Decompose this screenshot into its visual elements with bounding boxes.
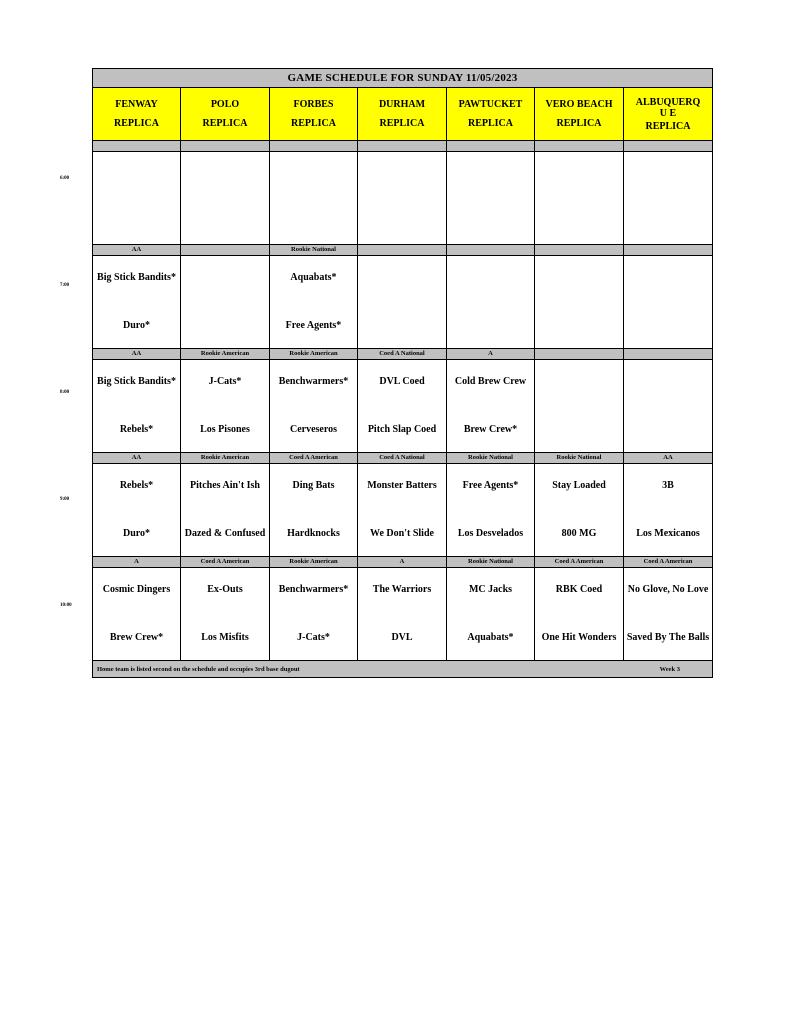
field-type: REPLICA: [645, 120, 691, 132]
division-label: [447, 245, 535, 256]
division-label: [535, 245, 624, 256]
game-cell: [624, 568, 713, 661]
division-label: A: [93, 557, 181, 568]
home-team: [181, 206, 269, 236]
away-team: [624, 158, 712, 188]
field-type: REPLICA: [113, 118, 159, 129]
game-cell: [93, 568, 181, 661]
division-label: AA: [93, 245, 181, 256]
home-team: [93, 206, 180, 236]
field-header: [447, 88, 535, 141]
away-team: Cosmic Dingers: [102, 583, 171, 595]
home-team: [358, 310, 446, 340]
home-team: Los Pisones: [200, 423, 250, 435]
home-team: Rebels*: [119, 423, 154, 435]
home-team: [535, 310, 623, 340]
game-cell: [270, 568, 358, 661]
time-label-10: 10:00: [60, 603, 72, 608]
away-team: Aquabats*: [290, 271, 337, 283]
away-team: J-Cats*: [208, 375, 242, 387]
home-team: Los Mexicanos: [636, 527, 700, 539]
division-label: [624, 349, 713, 360]
away-team: [624, 366, 712, 396]
division-label: Rookie American: [270, 557, 358, 568]
away-team: Big Stick Bandits*: [97, 271, 176, 283]
game-cell: [535, 152, 624, 245]
division-row: [93, 453, 713, 464]
time-label-9: 9:00: [60, 497, 70, 502]
away-team: [447, 262, 534, 292]
game-cell: [447, 464, 535, 557]
home-team: Free Agents*: [285, 319, 342, 331]
away-team: Free Agents*: [462, 479, 519, 491]
game-cell: [447, 568, 535, 661]
week-label: Week 3: [659, 665, 680, 673]
time-label-8: 8:00: [60, 390, 70, 395]
away-team: MC Jacks: [468, 583, 513, 595]
home-team: We Don't Slide: [370, 527, 434, 539]
division-label: Coed A American: [270, 453, 358, 464]
away-team: [181, 262, 269, 292]
game-cell: [535, 256, 624, 349]
game-cell: [93, 256, 181, 349]
field-type: REPLICA: [556, 118, 602, 129]
division-row: [93, 245, 713, 256]
division-label: [270, 141, 358, 152]
home-team: Duro*: [122, 527, 151, 539]
home-team: Brew Crew*: [109, 631, 164, 643]
division-label: [624, 141, 713, 152]
game-cell: [358, 464, 447, 557]
field-header: [358, 88, 447, 141]
division-label: Rookie American: [270, 349, 358, 360]
home-team: [181, 310, 269, 340]
footer: [93, 661, 713, 678]
game-cell: [93, 360, 181, 453]
field-header: [93, 88, 181, 141]
away-team: No Glove, No Love: [627, 583, 709, 595]
away-team: Stay Loaded: [552, 479, 606, 491]
division-label: Coed A American: [624, 557, 713, 568]
schedule-title: GAME SCHEDULE FOR SUNDAY 11/05/2023: [93, 69, 713, 88]
division-label: [447, 141, 535, 152]
game-cell: [270, 464, 358, 557]
division-label: [358, 141, 447, 152]
field-header: [181, 88, 270, 141]
division-label: [93, 141, 181, 152]
game-cell: [270, 152, 358, 245]
game-cell: [181, 360, 270, 453]
home-team: [624, 310, 712, 340]
home-team: [535, 206, 623, 236]
home-team: [358, 206, 446, 236]
game-cell: [447, 360, 535, 453]
away-team: Big Stick Bandits*: [97, 375, 176, 387]
division-label: [181, 141, 270, 152]
game-cell: [270, 360, 358, 453]
game-cell: [181, 568, 270, 661]
game-cell: [624, 360, 713, 453]
away-team: Monster Batters: [367, 479, 437, 491]
game-cell: [624, 464, 713, 557]
home-team: [270, 206, 357, 236]
away-team: [447, 158, 534, 188]
away-team: Benchwarmers*: [278, 375, 349, 387]
division-label: Rookie National: [535, 453, 624, 464]
division-label: AA: [93, 349, 181, 360]
away-team: The Warriors: [372, 583, 432, 595]
division-label: AA: [624, 453, 713, 464]
game-cell: [447, 152, 535, 245]
game-cell: [624, 256, 713, 349]
schedule-table: [92, 68, 713, 678]
away-team: [624, 262, 712, 292]
game-cell: [447, 256, 535, 349]
away-team: 3B: [662, 479, 674, 491]
division-label: A: [447, 349, 535, 360]
home-team: Pitch Slap Coed: [367, 423, 437, 435]
home-team: Hardknocks: [287, 527, 340, 539]
division-label: Rookie American: [181, 453, 270, 464]
game-cell: [358, 568, 447, 661]
home-team: [624, 414, 712, 444]
time-label-7: 7:00: [60, 283, 70, 288]
game-cell: [93, 464, 181, 557]
game-row: [93, 464, 713, 557]
field-name: POLO: [210, 99, 240, 110]
field-header: [270, 88, 358, 141]
home-team: [447, 310, 534, 340]
field-header: [624, 88, 713, 141]
game-cell: [624, 152, 713, 245]
away-team: [270, 158, 357, 188]
field-name: FORBES: [293, 99, 334, 110]
division-label: [535, 141, 624, 152]
field-name: PAWTUCKET: [458, 99, 523, 110]
game-row: [93, 568, 713, 661]
division-label: [181, 245, 270, 256]
home-team: Duro*: [122, 319, 151, 331]
division-label: Coed A National: [358, 349, 447, 360]
home-team: [624, 206, 712, 236]
field-header: [535, 88, 624, 141]
home-team: DVL: [391, 631, 413, 643]
division-label: Coed A National: [358, 453, 447, 464]
game-row: [93, 256, 713, 349]
game-cell: [535, 360, 624, 453]
division-label: Coed A American: [535, 557, 624, 568]
field-type: REPLICA: [202, 118, 248, 129]
away-team: [358, 158, 446, 188]
game-cell: [358, 152, 447, 245]
game-cell: [181, 152, 270, 245]
home-team: 800 MG: [561, 527, 597, 539]
field-type: REPLICA: [290, 118, 336, 129]
division-label: [358, 245, 447, 256]
division-label: Rookie National: [447, 453, 535, 464]
game-cell: [270, 256, 358, 349]
away-team: Ex-Outs: [207, 583, 243, 595]
field-name: ALBUQUERQU E: [635, 96, 701, 119]
division-label: [624, 245, 713, 256]
away-team: Pitches Ain't Ish: [189, 479, 260, 491]
away-team: Benchwarmers*: [278, 583, 349, 595]
division-label: Rookie National: [270, 245, 358, 256]
division-label: Rookie National: [447, 557, 535, 568]
away-team: DVL Coed: [379, 375, 425, 387]
game-cell: [535, 464, 624, 557]
field-name: VERO BEACH: [545, 99, 613, 110]
away-team: [535, 262, 623, 292]
home-team: Aquabats*: [467, 631, 514, 643]
game-cell: [181, 464, 270, 557]
field-name: FENWAY: [115, 99, 158, 110]
game-cell: [358, 256, 447, 349]
division-label: [535, 349, 624, 360]
field-header-row: [93, 88, 713, 141]
footer-note: Home team is listed second on the schedule and occupies 3rd base dugout: [97, 665, 300, 673]
time-label-6: 6:00: [60, 176, 70, 181]
away-team: Cold Brew Crew: [454, 375, 527, 387]
away-team: [535, 366, 623, 396]
away-team: [181, 158, 269, 188]
game-row: [93, 360, 713, 453]
home-team: One Hit Wonders: [541, 631, 617, 643]
home-team: Cerveseros: [289, 423, 338, 435]
division-row: [93, 349, 713, 360]
division-label: Coed A American: [181, 557, 270, 568]
game-cell: [535, 568, 624, 661]
away-team: Ding Bats: [292, 479, 335, 491]
home-team: J-Cats*: [297, 631, 330, 643]
field-name: DURHAM: [378, 99, 426, 110]
home-team: Brew Crew*: [463, 423, 518, 435]
home-team: [447, 206, 534, 236]
division-label: Rookie American: [181, 349, 270, 360]
game-row: [93, 152, 713, 245]
time-column: [60, 0, 92, 700]
away-team: [93, 158, 180, 188]
away-team: [358, 262, 446, 292]
home-team: Saved By The Balls: [626, 631, 710, 643]
game-cell: [181, 256, 270, 349]
game-cell: [93, 152, 181, 245]
home-team: Los Misfits: [201, 631, 249, 643]
away-team: RBK Coed: [555, 583, 603, 595]
home-team: Dazed & Confused: [184, 527, 266, 539]
away-team: [535, 158, 623, 188]
field-type: REPLICA: [467, 118, 513, 129]
home-team: Los Desvelados: [457, 527, 524, 539]
field-type: REPLICA: [379, 118, 425, 129]
division-label: AA: [93, 453, 181, 464]
game-cell: [358, 360, 447, 453]
division-row: [93, 141, 713, 152]
home-team: [535, 414, 623, 444]
division-label: A: [358, 557, 447, 568]
division-row: [93, 557, 713, 568]
away-team: Rebels*: [119, 479, 154, 491]
